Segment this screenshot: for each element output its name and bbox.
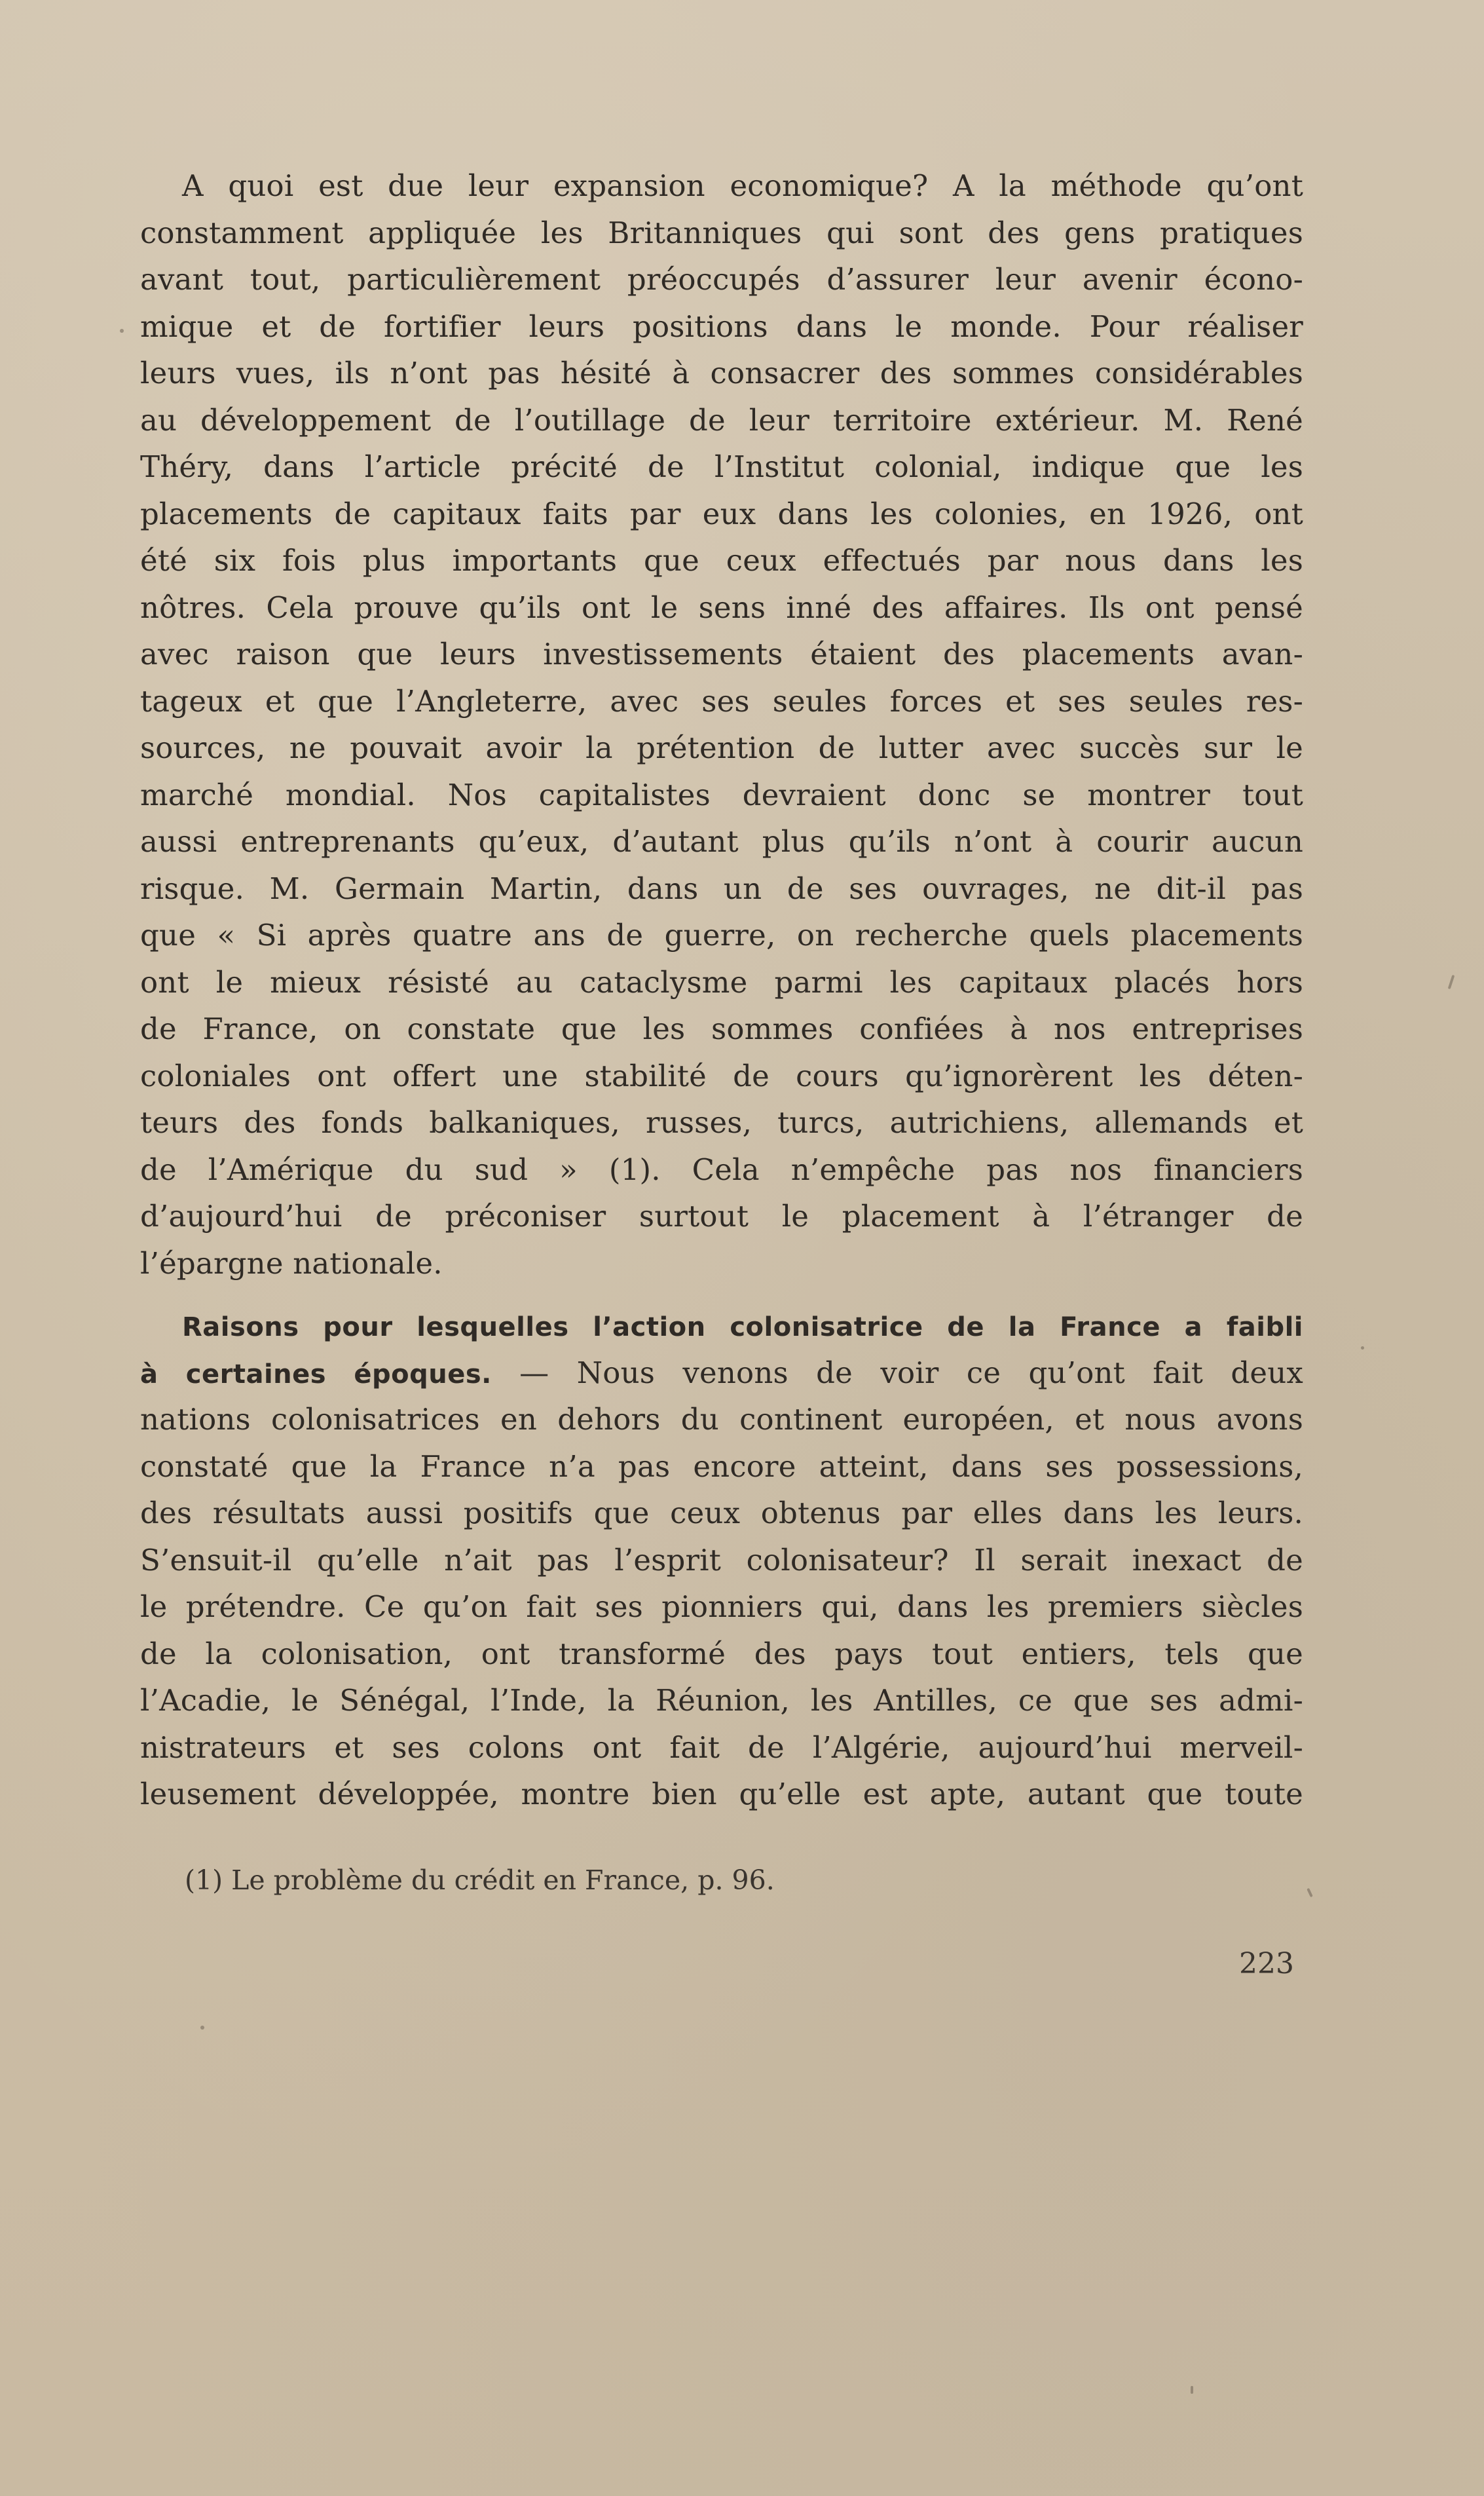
paragraph-colonial-action (140, 1302, 1303, 1818)
text-line: nistrateurs et ses colons ont fait de l’Algérie, aujourd’hui merveil- (140, 1730, 1303, 1765)
paper-speck (1191, 2386, 1193, 2394)
footnote: (1) Le problème du crédit en France, p. 96. (185, 1864, 775, 1896)
text-line: sources, ne pouvait avoir la prétention de lutter avec succès sur le (140, 730, 1303, 765)
text-line: mique et de fortifier leurs positions dans le monde. Pour réaliser (140, 309, 1303, 344)
text-line (140, 1302, 1303, 1350)
text-line: le prétendre. Ce qu’on fait ses pionniers qui, dans les premiers siècles (140, 1589, 1303, 1624)
section-heading: Raisons pour lesquelles l’action colonisatrice de la France a faibli (182, 1312, 1303, 1342)
paper-speck (120, 329, 124, 333)
text-line: A quoi est due leur expansion economique? A la méthode qu’ont (182, 168, 1303, 203)
text-line: coloniales ont offert une stabilité de cours qu’ignorèrent les déten- (140, 1058, 1303, 1093)
text-line: S’ensuit-il qu’elle n’ait pas l’esprit colonisateur? Il serait inexact de (140, 1542, 1303, 1578)
text-line: placements de capitaux faits par eux dans les colonies, en 1926, ont (140, 496, 1303, 531)
text-line: de France, on constate que les sommes confiées à nos entreprises (140, 1012, 1303, 1046)
text-line: été six fois plus importants que ceux effectués par nous dans les (140, 543, 1303, 578)
text-line: tageux et que l’Angleterre, avec ses seules forces et ses seules res- (140, 683, 1303, 719)
text-line: que « Si après quatre ans de guerre, on recherche quels placements (140, 918, 1303, 953)
text-line: d’aujourd’hui de préconiser surtout le placement à l’étranger de (140, 1199, 1303, 1234)
text-line: constamment appliquée les Britanniques qui sont des gens pratiques (140, 215, 1303, 250)
text-line: de la colonisation, ont transformé des pays tout entiers, tels que (140, 1636, 1303, 1671)
text-line: Théry, dans l’article précité de l’Institut colonial, indique que les (140, 449, 1303, 484)
paper-speck (200, 2026, 204, 2030)
paper-speck (1448, 975, 1455, 989)
text-line: teurs des fonds balkaniques, russes, turcs, autrichiens, allemands et (140, 1105, 1303, 1140)
text-line: leusement développée, montre bien qu’elle est apte, autant que toute (140, 1777, 1303, 1811)
text-line: aussi entreprenants qu’eux, d’autant plus qu’ils n’ont à courir aucun (140, 824, 1303, 859)
text-line (140, 1350, 1303, 1397)
text-line: au développement de l’outillage de leur territoire extérieur. M. René (140, 402, 1303, 438)
text-line: nations colonisatrices en dehors du continent européen, et nous avons (140, 1402, 1303, 1437)
text-line: l’épargne nationale. (140, 1245, 443, 1281)
paragraph-spacer (140, 1287, 1303, 1302)
paragraph-economic-expansion (140, 162, 1303, 1287)
section-heading-continued: à certaines époques. (140, 1359, 492, 1390)
paper-speck (1361, 1346, 1364, 1350)
text-line: des résultats aussi positifs que ceux obtenus par elles dans les leurs. (140, 1496, 1303, 1530)
text-line: avec raison que leurs investissements étaient des placements avan- (140, 637, 1303, 671)
page-number: 223 (1239, 1947, 1294, 1980)
text-line: marché mondial. Nos capitalistes devraient donc se montrer tout (140, 777, 1303, 812)
text-line: avant tout, particulièrement préoccupés d’assurer leur avenir écono- (140, 262, 1303, 297)
text-line: ont le mieux résisté au cataclysme parmi les capitaux placés hors (140, 964, 1303, 1000)
section-text: — Nous venons de voir ce qu’ont fait deux (491, 1355, 1303, 1390)
text-line: leurs vues, ils n’ont pas hésité à consacrer des sommes considérables (140, 356, 1303, 390)
text-line: constaté que la France n’a pas encore atteint, dans ses possessions, (140, 1448, 1303, 1484)
paper-speck (1307, 1888, 1313, 1897)
main-text (140, 162, 1303, 1818)
text-line: l’Acadie, le Sénégal, l’Inde, la Réunion, les Antilles, ce que ses admi- (140, 1683, 1303, 1718)
text-line: nôtres. Cela prouve qu’ils ont le sens inné des affaires. Ils ont pensé (140, 590, 1303, 625)
text-line: risque. M. Germain Martin, dans un de ses ouvrages, ne dit-il pas (140, 871, 1303, 906)
text-line: de l’Amérique du sud » (1). Cela n’empêche pas nos financiers (140, 1152, 1303, 1187)
